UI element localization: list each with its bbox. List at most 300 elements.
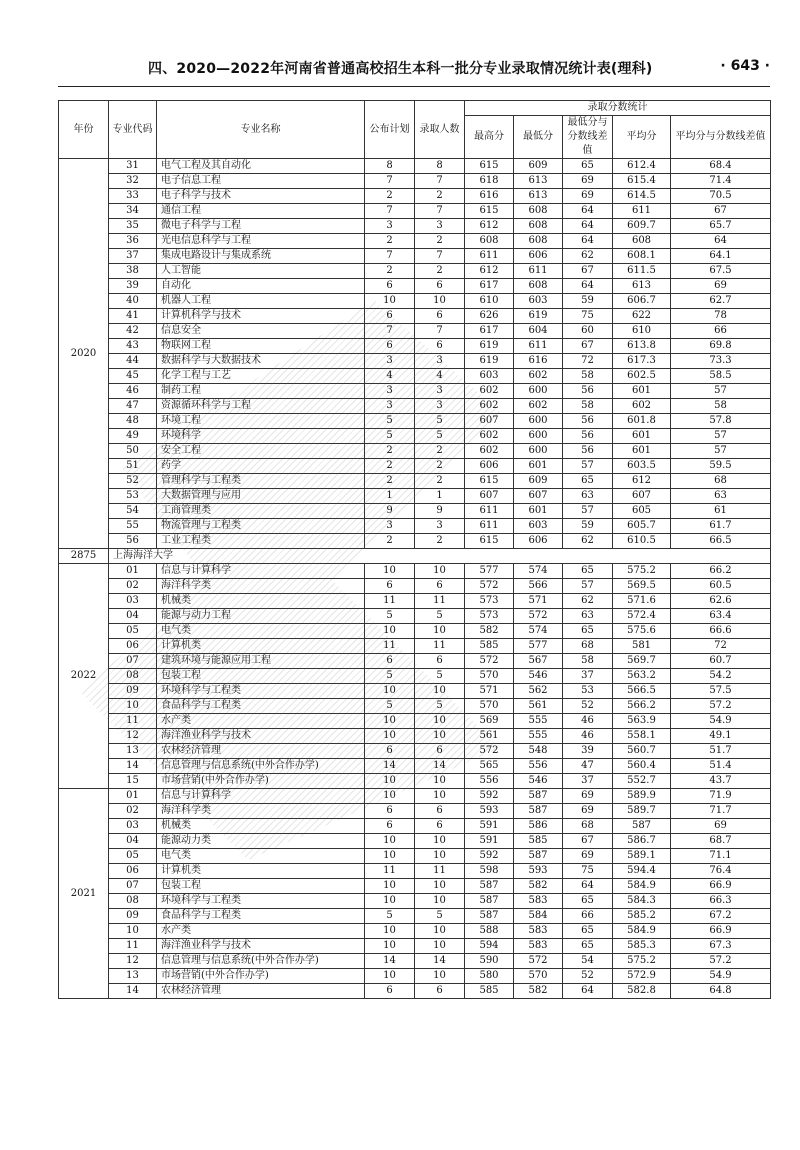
cell-major: 通信工程 bbox=[157, 204, 365, 219]
table-body bbox=[59, 159, 771, 999]
cell-min-diff: 64 bbox=[563, 234, 613, 249]
cell-avg: 572.9 bbox=[613, 969, 671, 984]
cell-code: 03 bbox=[109, 819, 157, 834]
table-row bbox=[59, 894, 771, 909]
cell-avg-diff: 78 bbox=[671, 309, 771, 324]
cell-min-diff: 69 bbox=[563, 174, 613, 189]
cell-avg: 614.5 bbox=[613, 189, 671, 204]
cell-max: 593 bbox=[465, 804, 514, 819]
cell-min: 604 bbox=[514, 324, 563, 339]
cell-min-diff: 69 bbox=[563, 849, 613, 864]
cell-avg-diff: 76.4 bbox=[671, 864, 771, 879]
year-cell: 2021 bbox=[59, 789, 109, 999]
cell-avg-diff: 69 bbox=[671, 279, 771, 294]
cell-min-diff: 63 bbox=[563, 609, 613, 624]
cell-min: 609 bbox=[514, 474, 563, 489]
cell-max: 565 bbox=[465, 759, 514, 774]
cell-admitted: 10 bbox=[415, 624, 465, 639]
cell-avg: 589.7 bbox=[613, 804, 671, 819]
cell-avg: 608.1 bbox=[613, 249, 671, 264]
table-row bbox=[59, 444, 771, 459]
cell-avg: 575.6 bbox=[613, 624, 671, 639]
cell-code: 08 bbox=[109, 669, 157, 684]
cell-plan: 10 bbox=[365, 969, 415, 984]
cell-max: 561 bbox=[465, 729, 514, 744]
table-row bbox=[59, 789, 771, 804]
col-plan: 公布计划 bbox=[365, 101, 415, 159]
cell-min: 608 bbox=[514, 279, 563, 294]
cell-min: 546 bbox=[514, 774, 563, 789]
cell-plan: 10 bbox=[365, 714, 415, 729]
cell-plan: 10 bbox=[365, 774, 415, 789]
cell-max: 602 bbox=[465, 384, 514, 399]
table-row bbox=[59, 639, 771, 654]
cell-major: 海洋渔业科学与技术 bbox=[157, 729, 365, 744]
cell-min: 600 bbox=[514, 384, 563, 399]
admission-table bbox=[58, 100, 771, 999]
cell-major: 计算机科学与技术 bbox=[157, 309, 365, 324]
cell-major: 机械类 bbox=[157, 819, 365, 834]
cell-code: 01 bbox=[109, 564, 157, 579]
cell-plan: 2 bbox=[365, 459, 415, 474]
cell-admitted: 3 bbox=[415, 219, 465, 234]
cell-avg-diff: 66.5 bbox=[671, 534, 771, 549]
cell-min: 619 bbox=[514, 309, 563, 324]
cell-plan: 6 bbox=[365, 279, 415, 294]
cell-max: 611 bbox=[465, 249, 514, 264]
cell-avg-diff: 71.7 bbox=[671, 804, 771, 819]
cell-avg-diff: 57.8 bbox=[671, 414, 771, 429]
table-row bbox=[59, 414, 771, 429]
cell-plan: 2 bbox=[365, 234, 415, 249]
cell-avg: 613 bbox=[613, 279, 671, 294]
cell-max: 582 bbox=[465, 624, 514, 639]
cell-plan: 3 bbox=[365, 399, 415, 414]
cell-code: 49 bbox=[109, 429, 157, 444]
table-row bbox=[59, 834, 771, 849]
cell-code: 14 bbox=[109, 759, 157, 774]
cell-min: 572 bbox=[514, 609, 563, 624]
cell-code: 09 bbox=[109, 684, 157, 699]
cell-major: 人工智能 bbox=[157, 264, 365, 279]
cell-admitted: 14 bbox=[415, 759, 465, 774]
cell-plan: 10 bbox=[365, 564, 415, 579]
cell-max: 603 bbox=[465, 369, 514, 384]
cell-major: 建筑环境与能源应用工程 bbox=[157, 654, 365, 669]
cell-min-diff: 64 bbox=[563, 204, 613, 219]
cell-avg-diff: 66.3 bbox=[671, 894, 771, 909]
cell-avg: 602.5 bbox=[613, 369, 671, 384]
cell-min-diff: 37 bbox=[563, 774, 613, 789]
cell-min-diff: 62 bbox=[563, 249, 613, 264]
cell-plan: 7 bbox=[365, 174, 415, 189]
cell-max: 607 bbox=[465, 414, 514, 429]
col-code: 专业代码 bbox=[109, 101, 157, 159]
cell-avg: 605.7 bbox=[613, 519, 671, 534]
cell-admitted: 14 bbox=[415, 954, 465, 969]
cell-code: 42 bbox=[109, 324, 157, 339]
cell-avg-diff: 63 bbox=[671, 489, 771, 504]
col-year: 年份 bbox=[59, 101, 109, 159]
cell-min: 583 bbox=[514, 939, 563, 954]
cell-min: 608 bbox=[514, 204, 563, 219]
cell-min-diff: 58 bbox=[563, 654, 613, 669]
cell-min: 603 bbox=[514, 519, 563, 534]
cell-code: 07 bbox=[109, 879, 157, 894]
cell-admitted: 10 bbox=[415, 849, 465, 864]
cell-plan: 3 bbox=[365, 384, 415, 399]
cell-avg-diff: 57.2 bbox=[671, 954, 771, 969]
cell-avg-diff: 57.5 bbox=[671, 684, 771, 699]
cell-major: 安全工程 bbox=[157, 444, 365, 459]
cell-admitted: 10 bbox=[415, 564, 465, 579]
table-row bbox=[59, 804, 771, 819]
cell-max: 611 bbox=[465, 504, 514, 519]
cell-code: 46 bbox=[109, 384, 157, 399]
cell-max: 587 bbox=[465, 879, 514, 894]
cell-plan: 6 bbox=[365, 339, 415, 354]
cell-plan: 6 bbox=[365, 309, 415, 324]
cell-major: 包装工程 bbox=[157, 669, 365, 684]
cell-avg: 589.1 bbox=[613, 849, 671, 864]
cell-plan: 10 bbox=[365, 834, 415, 849]
table-row bbox=[59, 774, 771, 789]
cell-major: 物联网工程 bbox=[157, 339, 365, 354]
cell-plan: 3 bbox=[365, 519, 415, 534]
table-row bbox=[59, 309, 771, 324]
cell-avg: 584.9 bbox=[613, 924, 671, 939]
cell-code: 13 bbox=[109, 969, 157, 984]
cell-plan: 10 bbox=[365, 879, 415, 894]
col-avg: 平均分 bbox=[613, 116, 671, 159]
col-admitted: 录取人数 bbox=[415, 101, 465, 159]
cell-min: 608 bbox=[514, 219, 563, 234]
cell-major: 集成电路设计与集成系统 bbox=[157, 249, 365, 264]
cell-avg-diff: 70.5 bbox=[671, 189, 771, 204]
cell-max: 594 bbox=[465, 939, 514, 954]
cell-min-diff: 60 bbox=[563, 324, 613, 339]
cell-admitted: 10 bbox=[415, 834, 465, 849]
cell-max: 588 bbox=[465, 924, 514, 939]
cell-admitted: 4 bbox=[415, 369, 465, 384]
cell-major: 计算机类 bbox=[157, 864, 365, 879]
cell-avg: 594.4 bbox=[613, 864, 671, 879]
cell-admitted: 5 bbox=[415, 414, 465, 429]
table-row bbox=[59, 624, 771, 639]
cell-plan: 10 bbox=[365, 789, 415, 804]
cell-min: 600 bbox=[514, 414, 563, 429]
col-max: 最高分 bbox=[465, 116, 514, 159]
cell-max: 612 bbox=[465, 264, 514, 279]
cell-min: 613 bbox=[514, 189, 563, 204]
cell-avg: 617.3 bbox=[613, 354, 671, 369]
cell-avg: 584.9 bbox=[613, 879, 671, 894]
cell-avg-diff: 49.1 bbox=[671, 729, 771, 744]
cell-plan: 11 bbox=[365, 864, 415, 879]
cell-avg: 586.7 bbox=[613, 834, 671, 849]
table-row bbox=[59, 504, 771, 519]
cell-plan: 5 bbox=[365, 669, 415, 684]
cell-min-diff: 39 bbox=[563, 744, 613, 759]
cell-avg-diff: 64 bbox=[671, 234, 771, 249]
cell-min-diff: 65 bbox=[563, 939, 613, 954]
cell-avg-diff: 72 bbox=[671, 639, 771, 654]
cell-plan: 7 bbox=[365, 324, 415, 339]
cell-avg: 615.4 bbox=[613, 174, 671, 189]
table-row bbox=[59, 234, 771, 249]
cell-plan: 6 bbox=[365, 654, 415, 669]
cell-code: 13 bbox=[109, 744, 157, 759]
cell-min: 583 bbox=[514, 924, 563, 939]
cell-max: 572 bbox=[465, 654, 514, 669]
table-row bbox=[59, 654, 771, 669]
cell-plan: 2 bbox=[365, 534, 415, 549]
cell-major: 物流管理与工程类 bbox=[157, 519, 365, 534]
cell-plan: 5 bbox=[365, 414, 415, 429]
cell-min: 566 bbox=[514, 579, 563, 594]
cell-min: 584 bbox=[514, 909, 563, 924]
page-title: 四、2020—2022年河南省普通高校招生本科一批分专业录取情况统计表(理科) bbox=[148, 61, 653, 77]
table-row bbox=[59, 879, 771, 894]
cell-plan: 2 bbox=[365, 444, 415, 459]
school-code: 2875 bbox=[59, 549, 109, 564]
cell-avg-diff: 51.4 bbox=[671, 759, 771, 774]
cell-admitted: 7 bbox=[415, 204, 465, 219]
table-row bbox=[59, 564, 771, 579]
cell-code: 11 bbox=[109, 939, 157, 954]
cell-min-diff: 56 bbox=[563, 384, 613, 399]
cell-major: 光电信息科学与工程 bbox=[157, 234, 365, 249]
cell-code: 06 bbox=[109, 639, 157, 654]
cell-avg-diff: 68 bbox=[671, 474, 771, 489]
cell-min: 606 bbox=[514, 249, 563, 264]
cell-code: 48 bbox=[109, 414, 157, 429]
cell-avg: 560.7 bbox=[613, 744, 671, 759]
cell-max: 587 bbox=[465, 909, 514, 924]
cell-major: 药学 bbox=[157, 459, 365, 474]
cell-avg: 613.8 bbox=[613, 339, 671, 354]
cell-min-diff: 64 bbox=[563, 219, 613, 234]
cell-avg-diff: 63.4 bbox=[671, 609, 771, 624]
cell-code: 39 bbox=[109, 279, 157, 294]
cell-avg-diff: 69.8 bbox=[671, 339, 771, 354]
cell-admitted: 10 bbox=[415, 969, 465, 984]
cell-min-diff: 62 bbox=[563, 594, 613, 609]
cell-min: 571 bbox=[514, 594, 563, 609]
cell-avg-diff: 54.9 bbox=[671, 714, 771, 729]
cell-max: 610 bbox=[465, 294, 514, 309]
cell-admitted: 1 bbox=[415, 489, 465, 504]
table-row bbox=[59, 909, 771, 924]
cell-max: 615 bbox=[465, 534, 514, 549]
cell-avg-diff: 59.5 bbox=[671, 459, 771, 474]
cell-min-diff: 53 bbox=[563, 684, 613, 699]
cell-min-diff: 75 bbox=[563, 864, 613, 879]
col-min: 最低分 bbox=[514, 116, 563, 159]
cell-min: 577 bbox=[514, 639, 563, 654]
cell-avg: 585.2 bbox=[613, 909, 671, 924]
cell-avg: 607 bbox=[613, 489, 671, 504]
cell-major: 农林经济管理 bbox=[157, 984, 365, 999]
cell-avg: 575.2 bbox=[613, 564, 671, 579]
cell-code: 10 bbox=[109, 924, 157, 939]
cell-major: 信息安全 bbox=[157, 324, 365, 339]
cell-avg-diff: 58.5 bbox=[671, 369, 771, 384]
cell-major: 自动化 bbox=[157, 279, 365, 294]
cell-plan: 3 bbox=[365, 354, 415, 369]
cell-max: 572 bbox=[465, 744, 514, 759]
cell-admitted: 5 bbox=[415, 669, 465, 684]
cell-major: 环境科学与工程类 bbox=[157, 684, 365, 699]
cell-major: 信息管理与信息系统(中外合作办学) bbox=[157, 954, 365, 969]
cell-major: 管理科学与工程类 bbox=[157, 474, 365, 489]
table-row bbox=[59, 264, 771, 279]
cell-min-diff: 58 bbox=[563, 369, 613, 384]
cell-avg-diff: 67.2 bbox=[671, 909, 771, 924]
cell-plan: 2 bbox=[365, 474, 415, 489]
cell-code: 14 bbox=[109, 984, 157, 999]
cell-max: 607 bbox=[465, 489, 514, 504]
cell-admitted: 6 bbox=[415, 579, 465, 594]
table-row bbox=[59, 819, 771, 834]
cell-max: 602 bbox=[465, 429, 514, 444]
cell-admitted: 3 bbox=[415, 384, 465, 399]
cell-code: 06 bbox=[109, 864, 157, 879]
cell-min-diff: 67 bbox=[563, 339, 613, 354]
cell-avg-diff: 67.3 bbox=[671, 939, 771, 954]
cell-code: 04 bbox=[109, 834, 157, 849]
cell-avg: 606.7 bbox=[613, 294, 671, 309]
cell-max: 618 bbox=[465, 174, 514, 189]
col-avg-diff: 平均分与分数线差值 bbox=[671, 116, 771, 159]
cell-max: 592 bbox=[465, 789, 514, 804]
cell-min-diff: 69 bbox=[563, 789, 613, 804]
cell-plan: 6 bbox=[365, 819, 415, 834]
cell-code: 02 bbox=[109, 804, 157, 819]
table-row bbox=[59, 219, 771, 234]
cell-plan: 10 bbox=[365, 684, 415, 699]
table-row bbox=[59, 324, 771, 339]
cell-admitted: 10 bbox=[415, 684, 465, 699]
cell-plan: 3 bbox=[365, 219, 415, 234]
cell-min: 602 bbox=[514, 399, 563, 414]
cell-max: 615 bbox=[465, 204, 514, 219]
cell-min-diff: 64 bbox=[563, 984, 613, 999]
school-name: 上海海洋大学 bbox=[109, 549, 771, 564]
cell-min-diff: 72 bbox=[563, 354, 613, 369]
cell-plan: 5 bbox=[365, 909, 415, 924]
cell-min: 555 bbox=[514, 729, 563, 744]
cell-major: 电子信息工程 bbox=[157, 174, 365, 189]
cell-major: 电气类 bbox=[157, 849, 365, 864]
cell-avg: 582.8 bbox=[613, 984, 671, 999]
cell-avg-diff: 68.4 bbox=[671, 159, 771, 174]
cell-max: 556 bbox=[465, 774, 514, 789]
cell-major: 市场营销(中外合作办学) bbox=[157, 969, 365, 984]
cell-plan: 10 bbox=[365, 939, 415, 954]
cell-min: 585 bbox=[514, 834, 563, 849]
cell-avg-diff: 73.3 bbox=[671, 354, 771, 369]
cell-code: 37 bbox=[109, 249, 157, 264]
cell-min-diff: 64 bbox=[563, 879, 613, 894]
cell-min-diff: 65 bbox=[563, 474, 613, 489]
cell-min: 601 bbox=[514, 459, 563, 474]
cell-admitted: 9 bbox=[415, 504, 465, 519]
cell-min-diff: 68 bbox=[563, 819, 613, 834]
cell-major: 电气工程及其自动化 bbox=[157, 159, 365, 174]
cell-avg-diff: 62.7 bbox=[671, 294, 771, 309]
cell-admitted: 10 bbox=[415, 894, 465, 909]
table-row bbox=[59, 924, 771, 939]
cell-major: 制药工程 bbox=[157, 384, 365, 399]
cell-min-diff: 46 bbox=[563, 729, 613, 744]
cell-min: 603 bbox=[514, 294, 563, 309]
col-min-diff: 最低分与分数线差值 bbox=[563, 116, 613, 159]
cell-max: 615 bbox=[465, 159, 514, 174]
cell-code: 53 bbox=[109, 489, 157, 504]
cell-admitted: 11 bbox=[415, 639, 465, 654]
cell-avg-diff: 67.5 bbox=[671, 264, 771, 279]
table-row bbox=[59, 369, 771, 384]
cell-admitted: 7 bbox=[415, 324, 465, 339]
cell-avg: 587 bbox=[613, 819, 671, 834]
cell-avg-diff: 54.9 bbox=[671, 969, 771, 984]
cell-max: 606 bbox=[465, 459, 514, 474]
cell-avg-diff: 61.7 bbox=[671, 519, 771, 534]
cell-avg-diff: 60.7 bbox=[671, 654, 771, 669]
cell-min-diff: 65 bbox=[563, 564, 613, 579]
cell-max: 570 bbox=[465, 669, 514, 684]
cell-max: 587 bbox=[465, 894, 514, 909]
cell-avg: 566.5 bbox=[613, 684, 671, 699]
cell-admitted: 6 bbox=[415, 804, 465, 819]
cell-code: 33 bbox=[109, 189, 157, 204]
header-rule bbox=[58, 86, 770, 87]
cell-avg-diff: 66.6 bbox=[671, 624, 771, 639]
cell-code: 05 bbox=[109, 849, 157, 864]
cell-max: 611 bbox=[465, 519, 514, 534]
cell-avg-diff: 69 bbox=[671, 819, 771, 834]
cell-min: 546 bbox=[514, 669, 563, 684]
cell-major: 微电子科学与工程 bbox=[157, 219, 365, 234]
cell-admitted: 5 bbox=[415, 609, 465, 624]
cell-min-diff: 68 bbox=[563, 639, 613, 654]
cell-admitted: 3 bbox=[415, 399, 465, 414]
cell-avg-diff: 68.7 bbox=[671, 834, 771, 849]
cell-admitted: 6 bbox=[415, 654, 465, 669]
cell-min: 572 bbox=[514, 954, 563, 969]
cell-code: 51 bbox=[109, 459, 157, 474]
table-row bbox=[59, 669, 771, 684]
cell-min-diff: 59 bbox=[563, 519, 613, 534]
cell-admitted: 10 bbox=[415, 789, 465, 804]
cell-major: 信息与计算科学 bbox=[157, 789, 365, 804]
cell-major: 环境科学与工程类 bbox=[157, 894, 365, 909]
table-row bbox=[59, 429, 771, 444]
cell-min-diff: 57 bbox=[563, 459, 613, 474]
table-row bbox=[59, 189, 771, 204]
cell-max: 608 bbox=[465, 234, 514, 249]
cell-plan: 4 bbox=[365, 369, 415, 384]
cell-code: 11 bbox=[109, 714, 157, 729]
table-row bbox=[59, 159, 771, 174]
cell-avg-diff: 60.5 bbox=[671, 579, 771, 594]
cell-avg: 601 bbox=[613, 429, 671, 444]
cell-avg-diff: 61 bbox=[671, 504, 771, 519]
cell-major: 机械类 bbox=[157, 594, 365, 609]
cell-admitted: 2 bbox=[415, 264, 465, 279]
cell-code: 52 bbox=[109, 474, 157, 489]
